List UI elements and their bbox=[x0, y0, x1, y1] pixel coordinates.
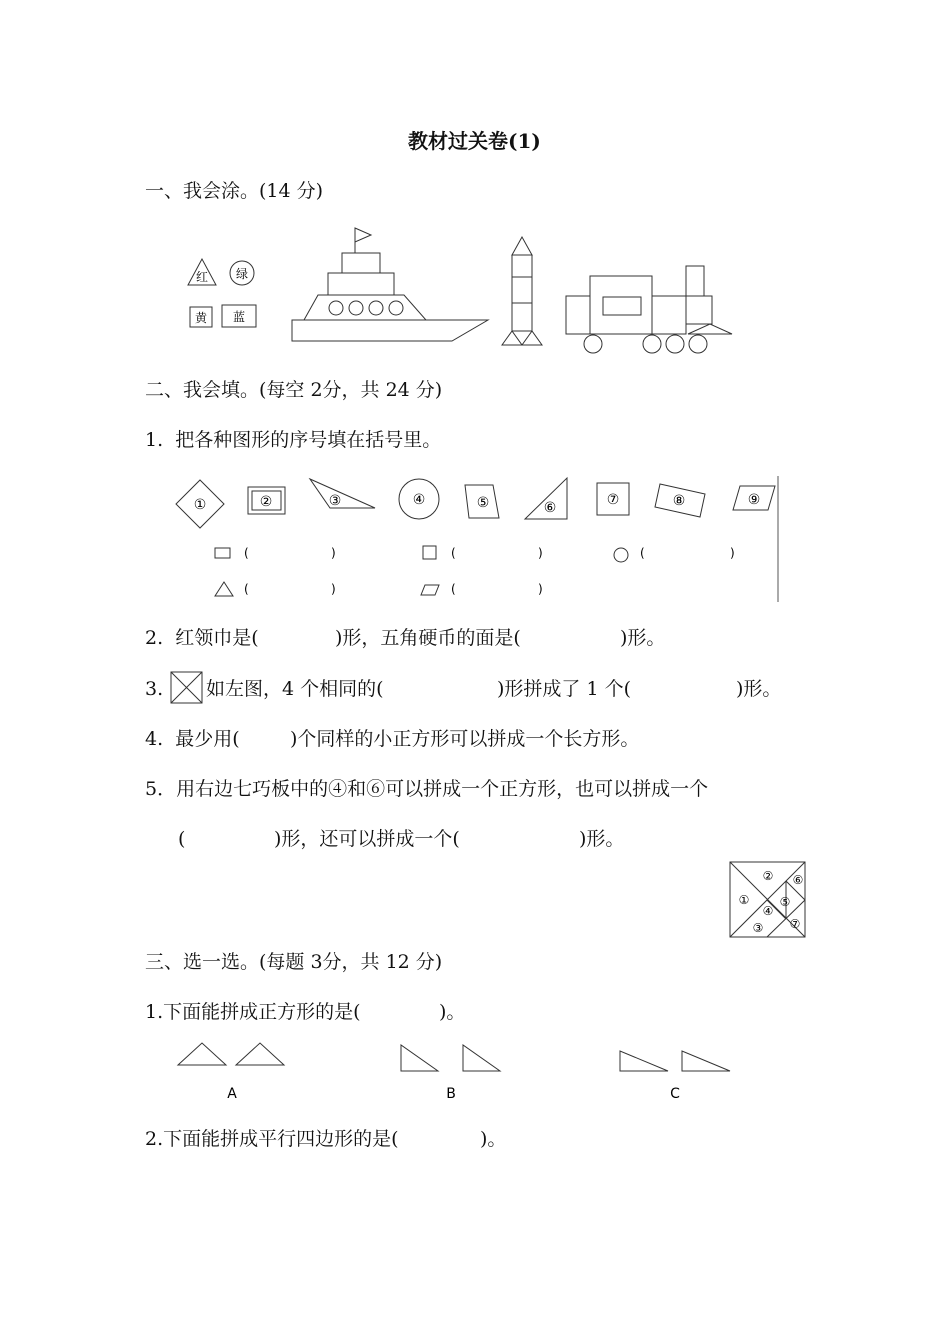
tangram-label-1: ① bbox=[738, 893, 750, 907]
question-3-2-b: )。 bbox=[480, 1128, 507, 1150]
legend-blue: 蓝 bbox=[232, 310, 246, 324]
question-2-5-c: )形。 bbox=[579, 828, 625, 850]
question-2-3-a: 如左图，4 个相同的( bbox=[206, 678, 384, 700]
question-2-2-a: 2. 红领巾是( bbox=[145, 627, 259, 649]
parallelogram-icon bbox=[421, 585, 439, 595]
legend-red: 红 bbox=[195, 270, 209, 284]
question-2-3-number: 3. bbox=[145, 678, 164, 700]
paren-close: ) bbox=[730, 546, 735, 560]
rocket-figure bbox=[500, 235, 548, 350]
ship-figure bbox=[288, 225, 493, 345]
section-2-heading: 二、我会填。(每空 2分，共 24 分) bbox=[145, 379, 443, 401]
color-legend bbox=[180, 255, 260, 335]
paren-close: ) bbox=[538, 546, 543, 560]
paren-close: ) bbox=[331, 546, 336, 560]
shape-label-5: ⑤ bbox=[476, 495, 490, 511]
tangram-label-5: ⑤ bbox=[779, 895, 791, 909]
shape-label-2: ② bbox=[259, 494, 273, 510]
shapes-panel bbox=[170, 470, 785, 605]
paren-open: ( bbox=[451, 582, 456, 596]
page-title: 教材过关卷(1) bbox=[408, 129, 541, 153]
option-a-label: A bbox=[227, 1086, 237, 1102]
square-icon bbox=[423, 546, 436, 559]
shape-label-1: ① bbox=[193, 497, 207, 513]
option-b-label: B bbox=[446, 1086, 456, 1102]
tangram-label-4: ④ bbox=[762, 904, 774, 918]
tangram-label-3: ③ bbox=[752, 921, 764, 935]
paren-open: ( bbox=[451, 546, 456, 560]
tangram-label-2: ② bbox=[762, 869, 774, 883]
paren-close: ) bbox=[331, 582, 336, 596]
tangram-figure bbox=[728, 860, 808, 940]
question-2-2-b: )形，五角硬币的面是( bbox=[335, 627, 521, 649]
option-c-label: C bbox=[670, 1086, 680, 1102]
question-2-5-b: )形，还可以拼成一个( bbox=[274, 828, 460, 850]
question-2-3-c: )形。 bbox=[736, 678, 782, 700]
paren-open: ( bbox=[640, 546, 645, 560]
tangram-label-6: ⑥ bbox=[792, 873, 804, 887]
paren-open: ( bbox=[244, 546, 249, 560]
paren-close: ) bbox=[538, 582, 543, 596]
question-3-1-a: 1.下面能拼成正方形的是( bbox=[145, 1001, 361, 1023]
question-2-1: 1. 把各种图形的序号填在括号里。 bbox=[145, 429, 442, 451]
shape-label-7: ⑦ bbox=[606, 492, 620, 508]
question-2-2-c: )形。 bbox=[620, 627, 666, 649]
shape-label-3: ③ bbox=[328, 493, 342, 509]
question-2-5-a: ( bbox=[178, 828, 186, 850]
shape-label-8: ⑧ bbox=[672, 493, 686, 509]
triangle-icon bbox=[215, 582, 233, 596]
section-1-heading: 一、我会涂。(14 分) bbox=[145, 180, 324, 202]
question-2-4-b: )个同样的小正方形可以拼成一个长方形。 bbox=[290, 728, 640, 750]
legend-yellow: 黄 bbox=[194, 311, 208, 325]
circle-icon bbox=[614, 548, 628, 562]
shape-label-4: ④ bbox=[412, 492, 426, 508]
question-3-2-a: 2.下面能拼成平行四边形的是( bbox=[145, 1128, 399, 1150]
question-2-3-b: )形拼成了 1 个( bbox=[497, 678, 631, 700]
train-figure bbox=[560, 262, 740, 357]
shape-label-9: ⑨ bbox=[747, 492, 761, 508]
question-3-1-b: )。 bbox=[439, 1001, 466, 1023]
options-figure bbox=[170, 1035, 740, 1105]
paren-open: ( bbox=[244, 582, 249, 596]
question-2-5-line1: 5．用右边七巧板中的④和⑥可以拼成一个正方形，也可以拼成一个 bbox=[145, 778, 709, 800]
rectangle-icon bbox=[215, 548, 230, 558]
tangram-label-7: ⑦ bbox=[789, 917, 801, 931]
section-3-heading: 三、选一选。(每题 3分，共 12 分) bbox=[145, 951, 443, 973]
triangle-shape-3 bbox=[310, 479, 375, 508]
legend-green: 绿 bbox=[235, 267, 249, 281]
shape-label-6: ⑥ bbox=[543, 500, 557, 516]
question-2-4-a: 4. 最少用( bbox=[145, 728, 240, 750]
square-diagonals-figure bbox=[170, 671, 204, 705]
